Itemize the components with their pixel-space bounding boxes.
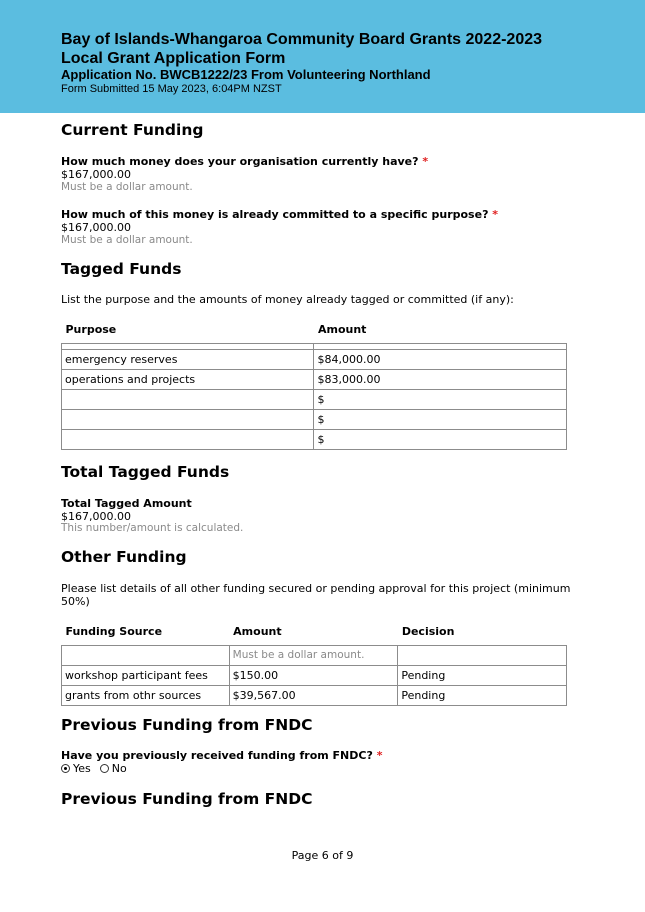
decision-cell bbox=[398, 645, 567, 665]
funding-source-cell: workshop participant fees bbox=[62, 665, 230, 685]
table-row bbox=[62, 685, 567, 705]
amount-placeholder: Must be a dollar amount. bbox=[229, 645, 398, 665]
previous-funding-heading: Previous Funding from FNDC bbox=[61, 716, 313, 734]
total-tagged-hint: This number/amount is calculated. bbox=[61, 522, 244, 534]
amount-cell: $39,567.00 bbox=[229, 685, 398, 705]
radio-yes[interactable] bbox=[61, 764, 70, 773]
form-name: Local Grant Application Form bbox=[61, 50, 286, 67]
amount-cell: $84,000.00 bbox=[314, 349, 567, 369]
grant-title: Bay of Islands-Whangaroa Community Board Grants 2022-2023 bbox=[61, 31, 543, 48]
purpose-cell: operations and projects bbox=[62, 369, 314, 389]
column-header-purpose: Purpose bbox=[65, 323, 117, 336]
decision-cell: Pending bbox=[398, 665, 567, 685]
required-marker: * bbox=[376, 749, 383, 762]
other-funding-heading: Other Funding bbox=[61, 548, 187, 566]
q-current-money-label: How much money does your organisation currently have? * bbox=[61, 155, 429, 168]
tagged-funds-heading: Tagged Funds bbox=[61, 260, 182, 278]
q-committed-money-label: How much of this money is already committed to a specific purpose? * bbox=[61, 208, 499, 221]
q-committed-money-hint: Must be a dollar amount. bbox=[61, 234, 193, 246]
previous-funding-question: Have you previously received funding from FNDC? * bbox=[61, 749, 383, 762]
table-row bbox=[62, 389, 567, 409]
column-header-amount: Amount bbox=[233, 625, 282, 638]
radio-no-label: No bbox=[111, 762, 127, 775]
total-tagged-heading: Total Tagged Funds bbox=[61, 463, 230, 481]
radio-no[interactable] bbox=[100, 764, 109, 773]
column-header-amount: Amount bbox=[317, 323, 367, 336]
table-row bbox=[62, 645, 567, 665]
amount-cell: $150.00 bbox=[229, 665, 398, 685]
column-header-funding-source: Funding Source bbox=[65, 625, 163, 638]
table-row bbox=[62, 349, 567, 369]
page-number: Page 6 of 9 bbox=[291, 849, 354, 862]
amount-cell: $ bbox=[314, 409, 567, 429]
amount-cell: $83,000.00 bbox=[314, 369, 567, 389]
table-row bbox=[62, 429, 567, 449]
purpose-cell bbox=[62, 389, 314, 409]
table-row bbox=[62, 409, 567, 429]
radio-yes-label: Yes bbox=[73, 762, 91, 775]
purpose-cell bbox=[62, 429, 314, 449]
application-number: Application No. BWCB1222/23 From Volunteering Northland bbox=[61, 67, 431, 82]
required-marker: * bbox=[492, 208, 499, 221]
other-funding-intro-line2: 50%) bbox=[61, 595, 90, 608]
total-tagged-value: $167,000.00 bbox=[61, 510, 131, 523]
tagged-funds-table bbox=[61, 323, 567, 450]
decision-cell: Pending bbox=[398, 685, 567, 705]
table-row bbox=[62, 369, 567, 389]
submitted-date: Form Submitted 15 May 2023, 6:04PM NZST bbox=[61, 83, 282, 95]
purpose-cell bbox=[62, 409, 314, 429]
total-tagged-label: Total Tagged Amount bbox=[61, 497, 192, 510]
amount-cell: $ bbox=[314, 429, 567, 449]
table-row bbox=[62, 665, 567, 685]
required-marker: * bbox=[422, 155, 429, 168]
previous-funding-heading-2: Previous Funding from FNDC bbox=[61, 790, 313, 808]
column-header-decision: Decision bbox=[401, 625, 455, 638]
q-current-money-hint: Must be a dollar amount. bbox=[61, 181, 193, 193]
q-current-money-value: $167,000.00 bbox=[61, 168, 131, 181]
previous-funding-radio-group bbox=[61, 762, 127, 775]
current-funding-heading: Current Funding bbox=[61, 121, 204, 139]
tagged-funds-intro: List the purpose and the amounts of money already tagged or committed (if any): bbox=[61, 293, 514, 306]
other-funding-table bbox=[61, 625, 567, 706]
purpose-cell: emergency reserves bbox=[62, 349, 314, 369]
q-committed-money-value: $167,000.00 bbox=[61, 221, 131, 234]
amount-cell: $ bbox=[314, 389, 567, 409]
funding-source-cell bbox=[62, 645, 230, 665]
funding-source-cell: grants from othr sources bbox=[62, 685, 230, 705]
other-funding-intro-line1: Please list details of all other funding secured or pending approval for this project (minimum bbox=[61, 582, 571, 595]
header-banner bbox=[0, 0, 645, 113]
